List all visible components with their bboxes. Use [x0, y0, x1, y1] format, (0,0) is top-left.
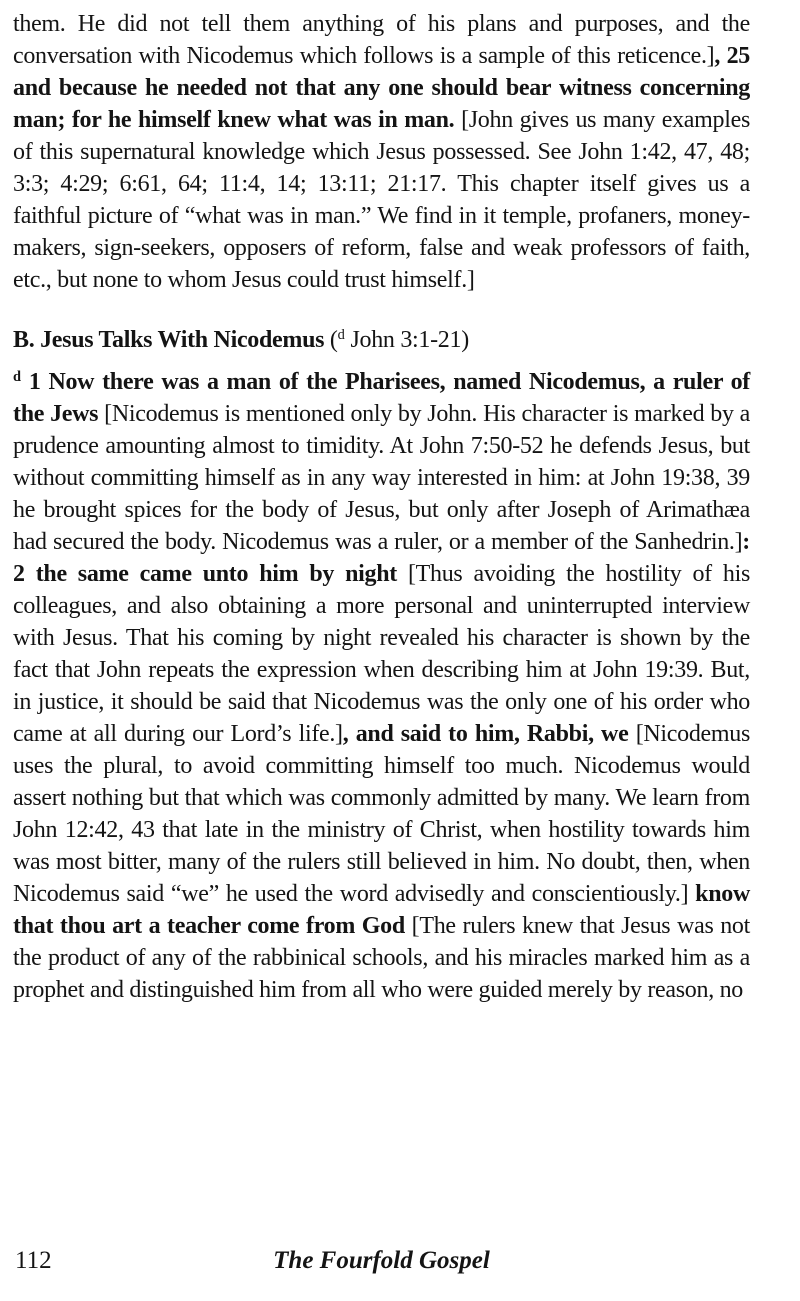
text-segment-bold: : 2 the same came unto him by night [13, 529, 750, 587]
text-segment-normal: [Nicodemus uses the plural, to avoid committing himself too much. Nicodemus would assert nothing but that which was commonly admitted by many. We learn from John 12:42, 43 that late in the ministry of Christ, when hostility towards him was most bitter, many of the rulers still believed in him. No doubt, then, when Nicodemus said “we” he used the word advisedly and conscientiously.] [13, 721, 750, 907]
text-segment-bold: know that thou art a teacher come from God [13, 881, 751, 939]
paragraph-commentary-john-3-1-2 [13, 366, 750, 1006]
text-segment-normal: ( [324, 327, 338, 353]
paragraph-commentary-john-2-24-25 [13, 8, 750, 296]
text-segment-normal: [Thus avoiding the hostility of his colleagues, and also obtaining a more personal and uninterrupted interview with Jesus. That his coming by night revealed his character is shown by the fact that John repeats the expression when describing him at John 19:39. But, in justice, it should be said that Nicodemus was the only one of his order who came at all during our Lord’s life.] [13, 561, 750, 747]
running-title: The Fourfold Gospel [273, 1247, 490, 1274]
text-segment-bold: 1 Now there was a man of the Pharisees, named Nicodemus, a ruler of the Jews [13, 369, 750, 427]
text-segment-normal: [The rulers knew that Jesus was not the product of any of the rabbinical schools, and his miracles marked him as a prophet and distinguished him from all who were guided merely by reason, no [13, 913, 750, 1003]
text-segment-bold: B. Jesus Talks With Nicodemus [13, 327, 325, 353]
page-footer [13, 1245, 750, 1287]
section-heading-jesus-talks-with-nicodemus [13, 324, 750, 356]
text-segment-bold: , and said to him, Rabbi, we [342, 721, 629, 747]
text-segment-normal: [Nicodemus is mentioned only by John. His character is marked by a prudence amounting almost to timidity. At John 7:50-52 he defends Jesus, but without committing himself as in any way interested in him: at John 19:38, 39 he brought spices for the body of Jesus, but only after Joseph of Arimathæa had secured the body. Nicodemus was a ruler, or a member of the Sanhedrin.] [13, 401, 750, 555]
text-segment-bold: , 25 and because he needed not that any one should bear witness concerning man; for he himself knew what was in man. [13, 43, 750, 133]
text-segment-normal: [John gives us many examples of this supernatural knowledge which Jesus possessed. See John 1:42, 47, 48; 3:3; 4:29; 6:61, 64; 11:4, 14; 13:11; 21:17. This chapter itself gives us a faithful picture of “what was in man.” We find in it temple, profaners, money-makers, sign-seekers, opposers of reform, false and weak professors of faith, etc., but none to whom Jesus could trust himself.] [13, 107, 750, 293]
page-text [13, 8, 750, 1006]
text-segment-normal: them. He did not tell them anything of his plans and purposes, and the conversation with Nicodemus which follows is a sample of this reticence.] [13, 11, 750, 69]
text-segment-normal: John 3:1-21) [344, 327, 469, 353]
page-number: 112 [15, 1247, 52, 1274]
source-superscript-marker: d [337, 327, 345, 344]
source-superscript-marker: d [13, 369, 22, 386]
